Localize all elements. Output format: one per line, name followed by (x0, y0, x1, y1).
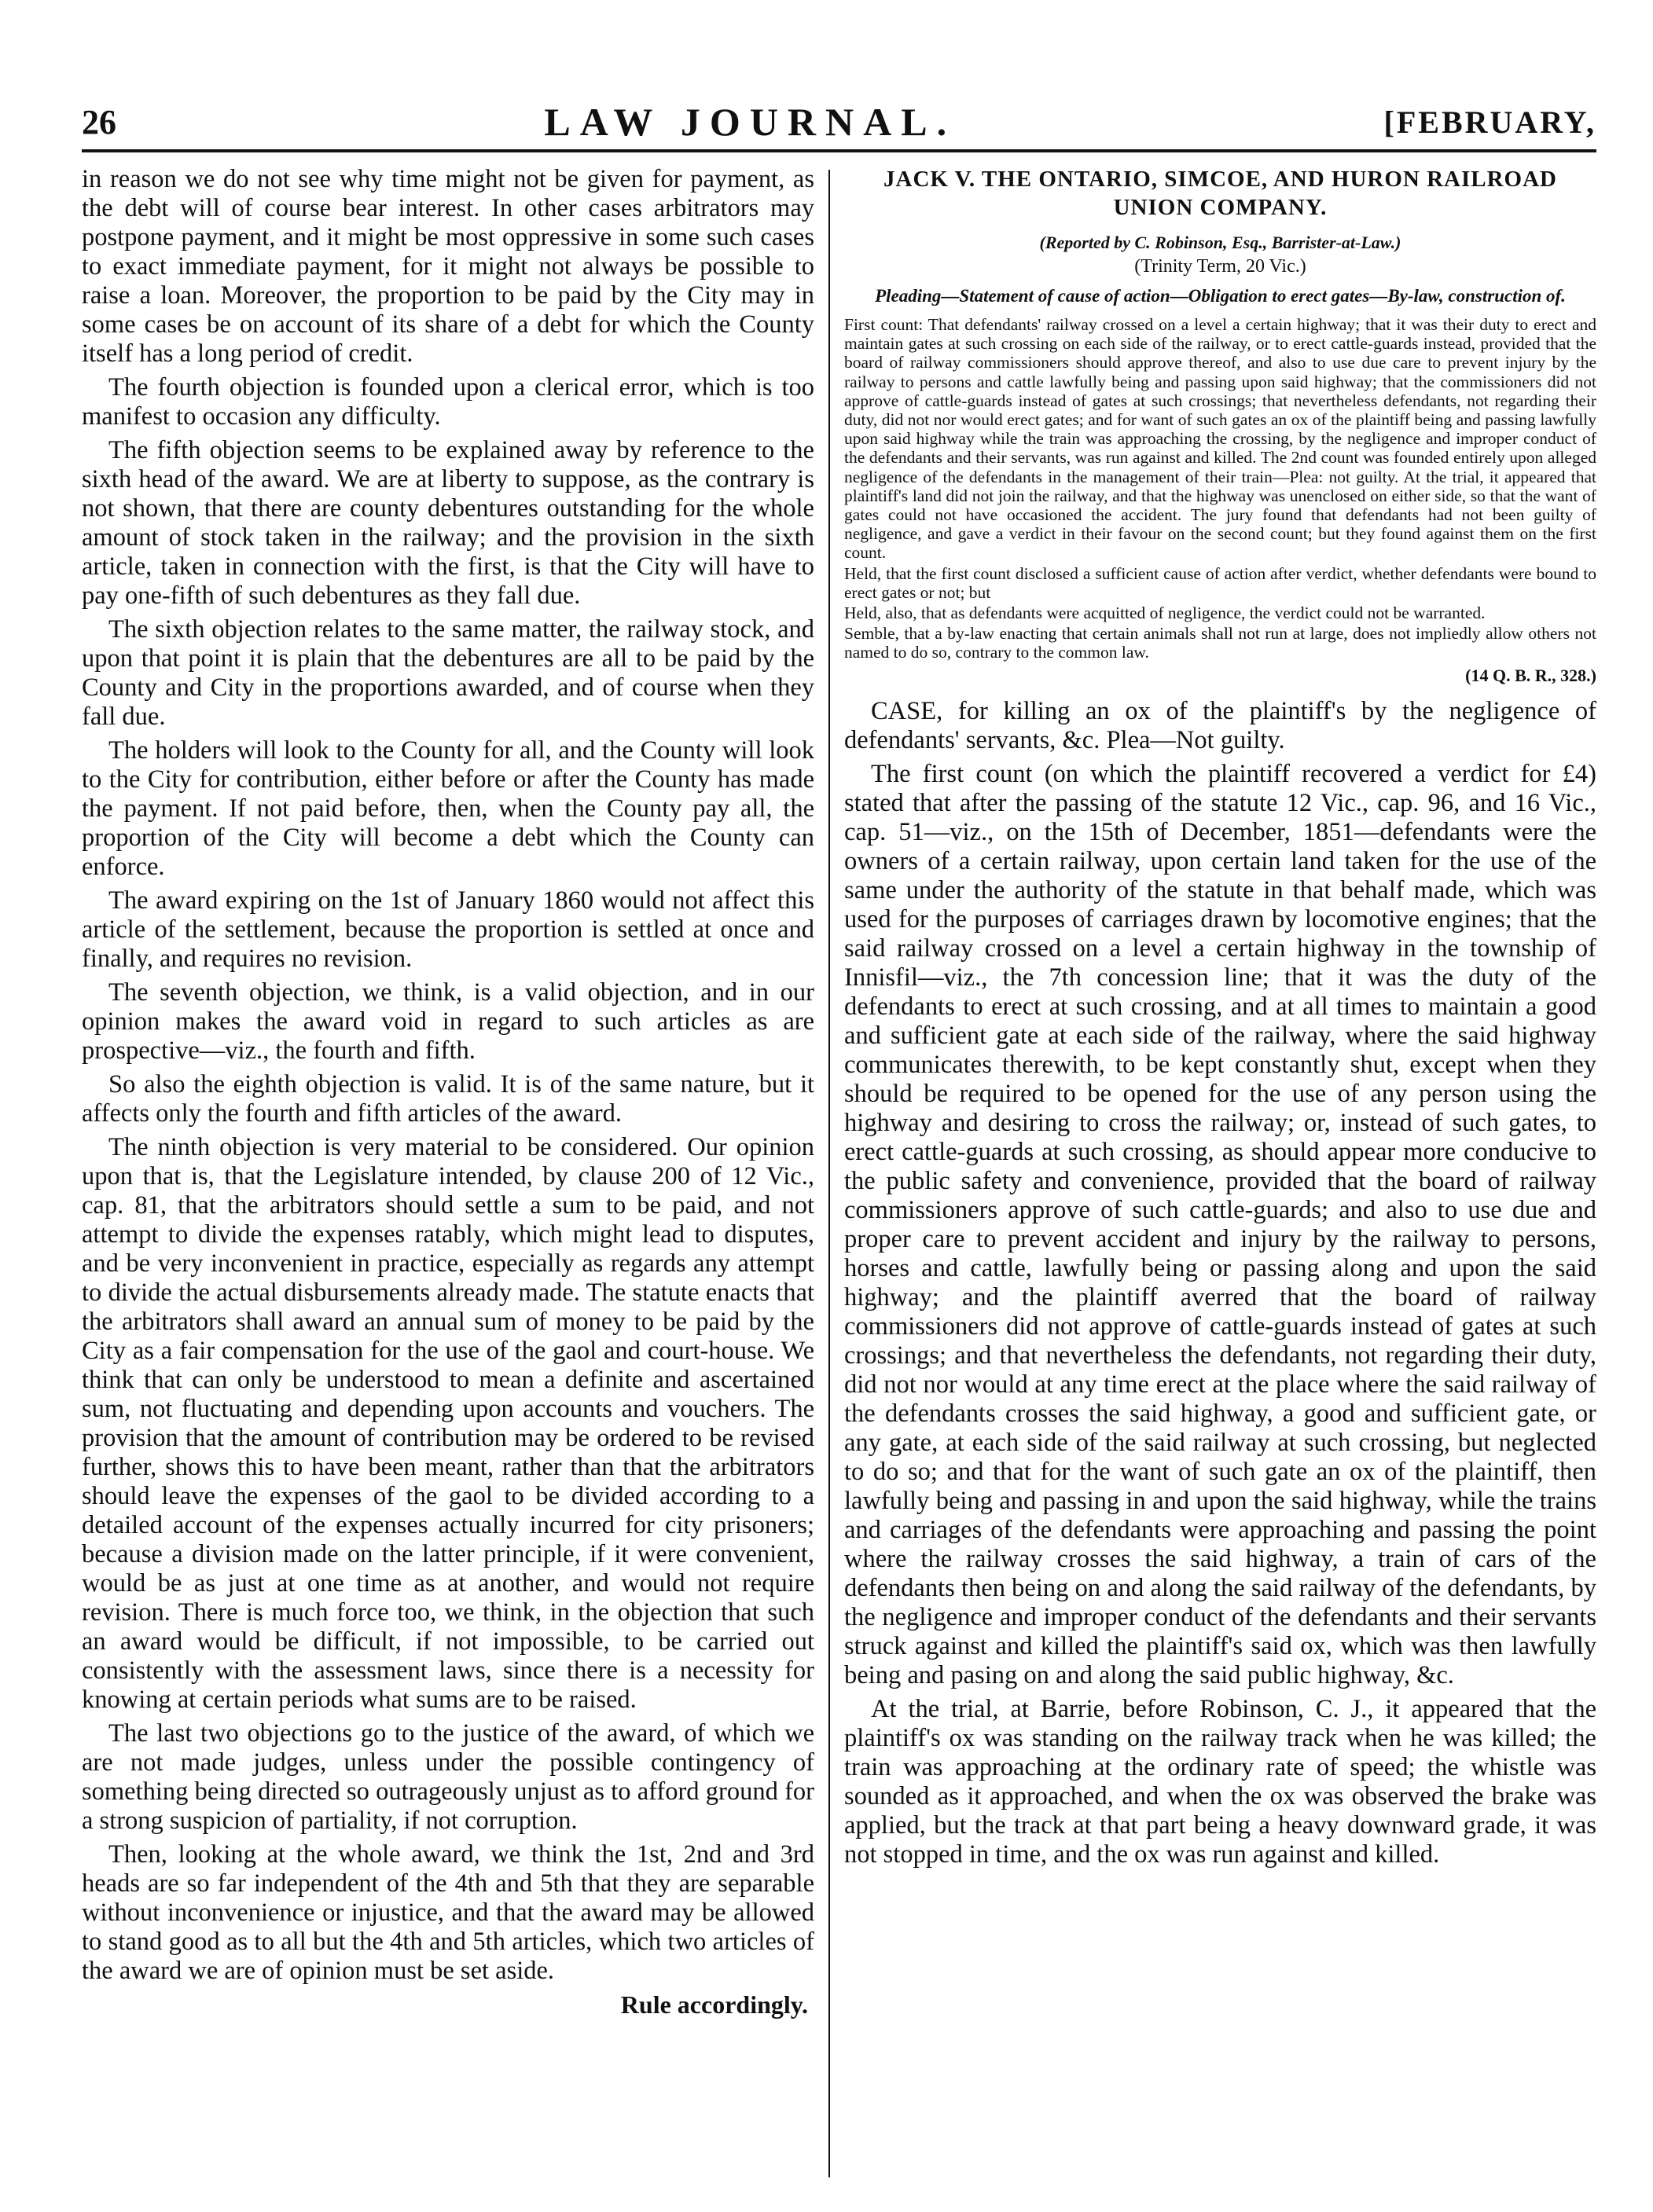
right-column (830, 165, 1596, 2177)
headnote-paragraph: Held, that the first count disclosed a sufficient cause of action after verdict, whether defendants were bound to erect gates or not; but (844, 563, 1596, 602)
left-paragraph: The award expiring on the 1st of January 1860 would not affect this article of the settlement, because the proportion is settled at once and finally, and requires no revision. (82, 886, 814, 973)
headnote-paragraph: Semble, that a by-law enacting that certain animals shall not run at large, does not impliedly allow others not named to do so, contrary to the common law. (844, 624, 1596, 662)
right-body (844, 697, 1596, 1869)
running-header (82, 94, 1596, 152)
reporter-line: (Reported by C. Robinson, Esq., Barrister-at-Law.) (1039, 233, 1401, 252)
left-paragraph: The seventh objection, we think, is a valid objection, and in our opinion makes the award void in regard to such articles as are prospective—viz., the fourth and fifth. (82, 978, 814, 1065)
right-paragraph: The first count (on which the plaintiff recovered a verdict for £4) stated that after the passing of the statute 12 Vic., cap. 96, and 16 Vic., cap. 51—viz., on the 15th of December, 1851—defendants were the owners of a certain railway, upon certain land taken for the use of the same under the authority of the statute in that behalf made, which was used for the purposes of carriages drawn by locomotive engines; that the said railway crossed on a level a certain highway in the township of Innisfil—viz., the 7th concession line; that it was the duty of the defendants to erect at such crossing, and at all times to maintain a good and sufficient gate at each side of the railway, where the said highway communicates therewith, to be kept constantly shut, except when they should be required to be opened for the use of any person using the highway and desiring to cross the railway; or, instead of such gates, to erect cattle-guards at such crossing, as should appear more conducive to the public safety and convenience, provided that the board of railway commissioners approve of such cattle-guards; and also to use due and proper care to prevent accident and injury by the railway to persons, horses and cattle, lawfully being or passing along and upon the said highway; and the plaintiff averred that the board of railway commissioners did not approve of cattle-guards instead of gates at such crossings; and that nevertheless the defendants, not regarding their duty, did not nor would at any time erect at the place where the said railway of the defendants crosses the said highway, a good and sufficient gate, or any gate, at each side of the said railway at such crossing, but neglected to do so; and that for the want of such gate an ox of the plaintiff, then lawfully being and passing in and upon the said highway, while the trains and carriages of the defendants were approaching and passing the point where the railway crosses the said highway, a train of cars of the defendants then being on and along the said railway of the defendants, by the negligence and improper conduct of the defendants and their servants struck against and killed the plaintiff's said ox, which was then lawfully being and pasing on and along the said public highway, &c. (844, 759, 1596, 1689)
left-paragraph: The holders will look to the County for all, and the County will look to the City for contribution, either before or after the County has made the payment. If not paid before, then, when the County pay all, the proportion of the City will become a debt which the County can enforce. (82, 736, 814, 881)
headnote (844, 315, 1596, 662)
case-citation: (14 Q. B. R., 328.) (1465, 665, 1596, 685)
left-paragraph: The fifth objection seems to be explained away by reference to the sixth head of the award. We are at liberty to suppose, as the contrary is not shown, that there are county debentures outstanding for the whole amount of stock taken in the railway; and the provision in the sixth article, taken in connection with the first, is that the City will have to pay one-fifth of such debentures as they fall due. (82, 436, 814, 610)
left-column (82, 165, 828, 2177)
right-paragraph: At the trial, at Barrie, before Robinson, C. J., it appeared that the plaintiff's ox was standing on the railway track when he was killed; the train was approaching at the ordinary rate of speed; the whistle was sounded as it approached, and when the ox was observed the brake was applied, but the track at that part being a heavy downward grade, it was not stopped in time, and the ox was run against and killed. (844, 1694, 1596, 1869)
two-column-body (82, 165, 1596, 2177)
term-line: (Trinity Term, 20 Vic.) (1134, 256, 1306, 277)
left-paragraph: Then, looking at the whole award, we think the 1st, 2nd and 3rd heads are so far independent of the 4th and 5th that they are separable without inconvenience or injustice, and that the award may be allowed to stand good as to all but the 4th and 5th articles, which two articles of the award we are of opinion must be set aside. (82, 1840, 814, 1985)
catchwords: Pleading—Statement of cause of action—Obligation to erect gates—By-law, construction of. (875, 286, 1566, 306)
headnote-paragraph: First count: That defendants' railway crossed on a level a certain highway; that it was their duty to erect and maintain gates at such crossing on each side of the railway, or to erect cattle-guards instead, provided that the board of railway commissioners should approve thereof, and also to use due care to prevent injury by the railway to persons and cattle lawfully being and passing upon said highway; that the commissioners did not approve of cattle-guards instead of gates at such crossings; that nevertheless defendants, not regarding their duty, did not nor would erect gates; and for want of such gates an ox of the plaintiff being and passing lawfully upon said highway while the train was approaching the crossing, by the negligence and improper conduct of the defendants and their servants, was run against and killed. The 2nd count was founded entirely upon alleged negligence of the defendants in the management of their train—Plea: not guilty. At the trial, it appeared that plaintiff's land did not join the railway, and that the highway was unenclosed on either side, so that the want of gates could not have occasioned the accident. The jury found that defendants had not been guilty of negligence, and gave a verdict in their favour on the second count; but they found against them on the first count. (844, 315, 1596, 563)
rule-accordingly: Rule accordingly. (620, 1990, 808, 2019)
case-title: JACK V. THE ONTARIO, SIMCOE, AND HURON RAILROAD UNION COMPANY. (883, 167, 1557, 220)
journal-title: LAW JOURNAL. (544, 100, 957, 144)
header-month: [FEBRUARY, (1383, 104, 1596, 140)
left-paragraph: The last two objections go to the justice of the award, of which we are not made judges, unless under the possible contingency of something being directed so outrageously unjust as to afford ground for a strong suspicion of partiality, if not corruption. (82, 1719, 814, 1835)
left-paragraph: The sixth objection relates to the same matter, the railway stock, and upon that point it is plain that the debentures are all to be paid by the County and City in the proportions awarded, and of course when they fall due. (82, 615, 814, 731)
left-paragraph: The ninth objection is very material to be considered. Our opinion upon that is, that the Legislature intended, by clause 200 of 12 Vic., cap. 81, that the arbitrators should settle a sum to be paid, and not attempt to divide the expenses ratably, which might lead to disputes, and be very inconvenient in practice, especially as regards any attempt to divide the actual disbursements already made. The statute enacts that the arbitrators shall award an annual sum of money to be paid by the City as a fair compensation for the use of the gaol and court-house. We think that can only be understood to mean a definite and ascertained sum, not fluctuating and depending upon accounts and vouchers. The provision that the amount of contribution may be ordered to be revised further, shows this to have been meant, rather than that the arbitrators should leave the expenses of the gaol to be divided according to a detailed account of the expenses actually incurred for city prisoners; because a division made on the latter principle, if it were convenient, would be as just at one time as at another, and would not require revision. There is much force too, we think, in the objection that such an award would be difficult, if not impossible, to be carried out consistently with the assessment laws, since there is a necessity for knowing at certain periods what sums are to be raised. (82, 1133, 814, 1714)
right-paragraph: CASE, for killing an ox of the plaintiff's by the negligence of defendants' servants, &c. Plea—Not guilty. (844, 696, 1596, 754)
page-number: 26 (82, 102, 116, 141)
left-paragraph: So also the eighth objection is valid. It is of the same nature, but it affects only the fourth and fifth articles of the award. (82, 1070, 814, 1128)
left-paragraph: in reason we do not see why time might not be given for payment, as the debt will of course bear interest. In other cases arbitrators may postpone payment, and it might be most oppressive in some such cases to exact immediate payment, for it might not always be possible to raise a loan. Moreover, the proportion to be paid by the City may in some cases be on account of its share of a debt for which the County itself has a long period of credit. (82, 165, 814, 368)
headnote-paragraph: Held, also, that as defendants were acquitted of negligence, the verdict could not be warranted. (844, 603, 1486, 623)
left-paragraph: The fourth objection is founded upon a clerical error, which is too manifest to occasion any difficulty. (82, 373, 814, 431)
